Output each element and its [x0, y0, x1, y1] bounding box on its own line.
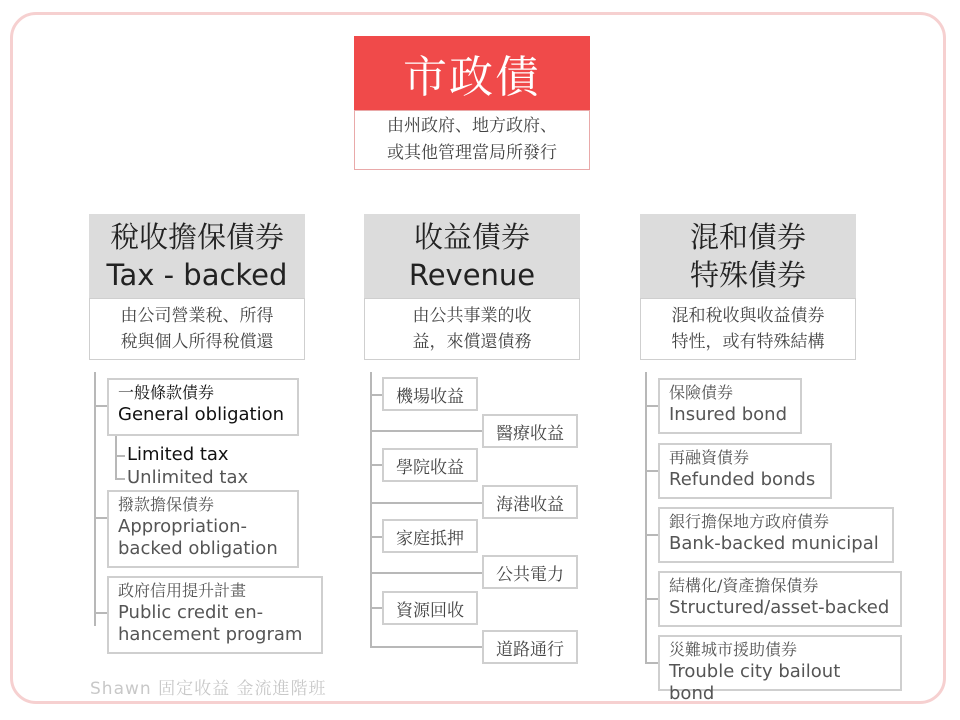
connector	[645, 405, 658, 407]
structured-asset-backed-zh: 結構化/資產擔保債券	[669, 576, 819, 595]
public-credit-enhancement-en-line-1: Public credit en-	[118, 602, 264, 623]
connector	[370, 430, 482, 432]
structured-asset-backed-en: Structured/asset-backed	[669, 597, 890, 618]
revenue-title-zh: 收益債券	[413, 220, 530, 254]
connector	[645, 470, 658, 472]
hybrid-connector-vertical	[645, 372, 647, 664]
connector	[115, 455, 125, 457]
revenue-header	[364, 214, 580, 298]
revenue-desc-line-1: 由公共事業的收	[412, 306, 532, 326]
subtitle-line-2: 或其他管理當局所發行	[387, 143, 557, 163]
connector	[370, 607, 382, 609]
bank-backed-municipal-en: Bank-backed municipal	[669, 533, 879, 554]
hybrid-desc-line-1: 混和稅收與收益債券	[671, 306, 825, 326]
hybrid-special-header	[640, 214, 856, 298]
connector	[645, 534, 658, 536]
connector	[94, 612, 107, 614]
connector	[115, 478, 125, 480]
bank-backed-municipal-box	[658, 507, 894, 563]
general-obligation-zh: 一般條款債券	[118, 383, 215, 402]
refunded-bonds-en: Refunded bonds	[669, 469, 816, 490]
revenue-item-home-mortgage: 家庭抵押	[382, 519, 478, 553]
connector	[645, 662, 658, 664]
public-credit-enhancement-box	[107, 576, 323, 654]
hybrid-desc-line-2: 特性，或有特殊結構	[671, 332, 825, 352]
revenue-item-college: 學院收益	[382, 448, 478, 482]
connector	[645, 598, 658, 600]
revenue-item-toll-road: 道路通行	[482, 630, 578, 664]
connector	[370, 646, 482, 648]
connector	[94, 517, 107, 519]
subtitle-line-1: 由州政府、地方政府、	[387, 116, 557, 136]
connector	[370, 572, 482, 574]
appropriation-backed-en-line-1: Appropriation-	[118, 516, 248, 537]
revenue-item-airport: 機場收益	[382, 377, 478, 411]
trouble-city-bailout-zh: 災難城市援助債券	[669, 640, 798, 659]
footer-watermark: Shawn 固定收益 金流進階班	[90, 679, 327, 699]
public-credit-enhancement-zh: 政府信用提升計畫	[118, 581, 247, 600]
revenue-item-public-power: 公共電力	[482, 555, 578, 589]
revenue-title-en: Revenue	[408, 258, 536, 292]
main-title-box	[354, 36, 590, 110]
insured-bond-box	[658, 378, 802, 434]
revenue-desc-line-2: 益，來償還債務	[412, 332, 532, 352]
general-obligation-box	[107, 378, 299, 436]
trouble-city-bailout-en: Trouble city bailout bond	[669, 661, 841, 704]
revenue-item-recycling: 資源回收	[382, 591, 478, 625]
tax-backed-title-en: Tax - backed	[106, 258, 288, 292]
insured-bond-en: Insured bond	[669, 404, 788, 425]
unlimited-tax-label: Unlimited tax	[127, 467, 249, 488]
public-credit-enhancement-en-line-2: hancement program	[118, 624, 303, 645]
appropriation-backed-zh: 撥款擔保債券	[118, 495, 215, 514]
tax-backed-desc-line-2: 稅與個人所得稅償還	[120, 332, 274, 352]
connector	[370, 394, 382, 396]
tax-backed-connector-vertical	[94, 372, 96, 626]
bank-backed-municipal-zh: 銀行擔保地方政府債券	[669, 512, 830, 531]
refunded-bonds-box	[658, 443, 832, 499]
insured-bond-zh: 保險債券	[669, 383, 734, 402]
tax-backed-title-zh: 稅收擔保債券	[109, 220, 284, 254]
sub-connector-vertical	[115, 436, 117, 480]
connector	[370, 502, 482, 504]
connector	[370, 536, 382, 538]
tax-backed-description	[89, 298, 305, 360]
tax-backed-desc-line-1: 由公司營業稅、所得	[120, 306, 274, 326]
main-subtitle-box	[354, 110, 590, 170]
connector	[94, 405, 107, 407]
limited-tax-label: Limited tax	[127, 444, 229, 465]
tax-backed-header	[89, 214, 305, 298]
hybrid-title-zh: 混和債券	[689, 220, 806, 254]
revenue-item-medical: 醫療收益	[482, 414, 578, 448]
appropriation-backed-en-line-2: backed obligation	[118, 538, 278, 559]
connector	[370, 464, 382, 466]
revenue-item-seaport: 海港收益	[482, 485, 578, 519]
special-title-zh: 特殊債券	[689, 258, 806, 292]
general-obligation-en: General obligation	[118, 404, 285, 425]
appropriation-backed-box	[107, 490, 299, 568]
trouble-city-bailout-box	[658, 635, 902, 704]
structured-asset-backed-box	[658, 571, 902, 627]
main-title: 市政債	[403, 52, 541, 103]
revenue-description	[364, 298, 580, 360]
hybrid-special-description	[640, 298, 856, 360]
refunded-bonds-zh: 再融資債券	[669, 448, 750, 467]
